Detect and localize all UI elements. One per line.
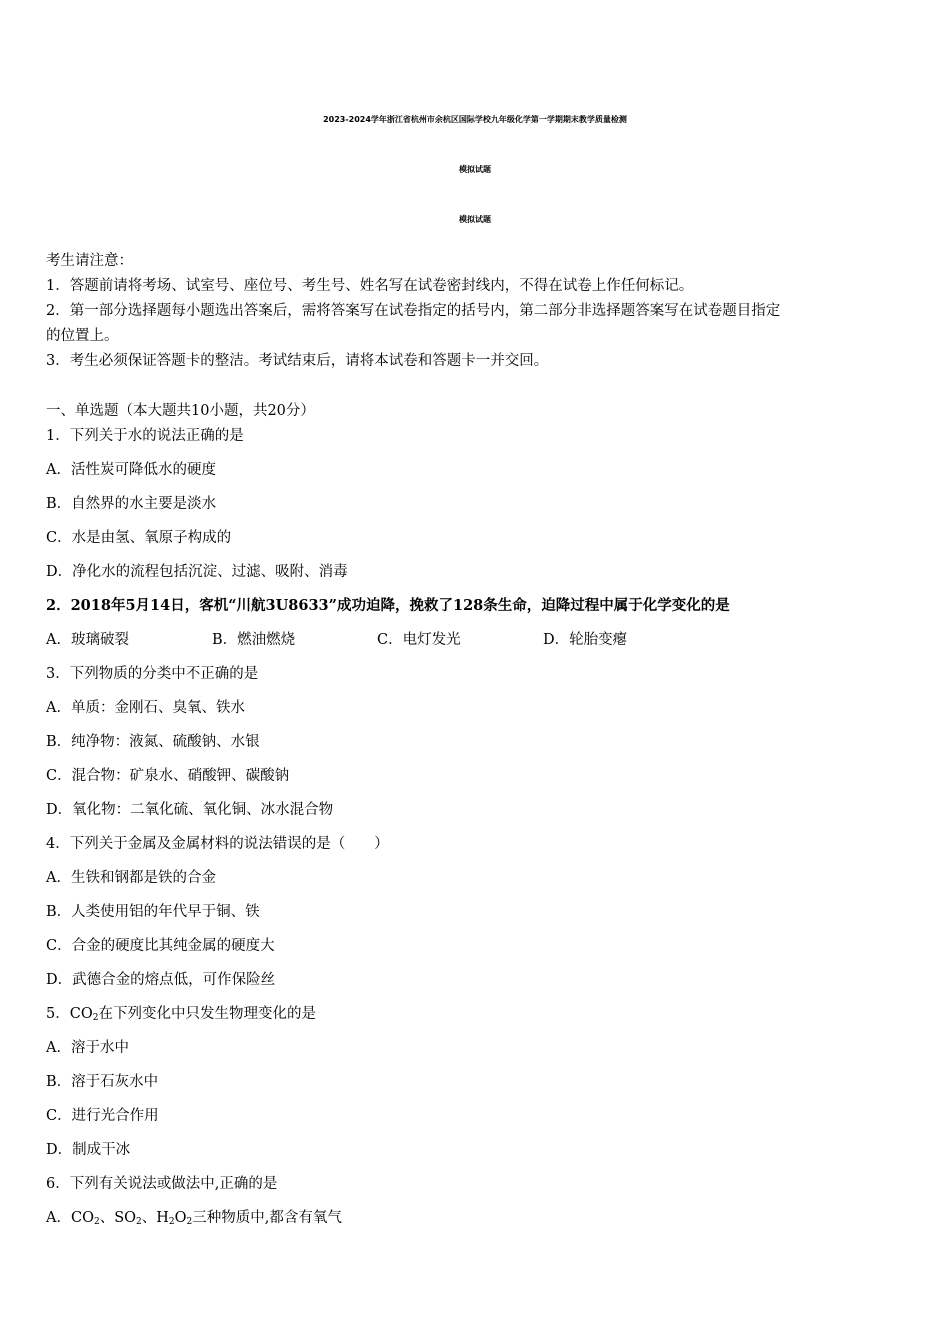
question-1-option-d: D．净化水的流程包括沉淀、过滤、吸附、消毒 — [46, 564, 348, 580]
question-5-option-b: B．溶于石灰水中 — [46, 1074, 159, 1090]
question-4-option-b: B．人类使用铝的年代早于铜、铁 — [46, 904, 260, 920]
question-4-option-c: C．合金的硬度比其纯金属的硬度大 — [46, 938, 275, 954]
question-4-stem: 4．下列关于金属及金属材料的说法错误的是（ ） — [46, 836, 389, 852]
notice-heading: 考生请注意： — [46, 253, 133, 269]
question-5-stem — [46, 1005, 316, 1027]
question-1-option-c: C．水是由氢、氧原子构成的 — [46, 530, 232, 546]
question-5-stem-text: 在下列变化中只发生物理变化的是 — [98, 1006, 316, 1022]
exam-subtitle: 模拟试题 — [459, 165, 491, 174]
question-6-option-a — [46, 1209, 342, 1231]
question-2-option-d: D．轮胎变瘪 — [543, 632, 628, 648]
q6a-sub-4: 2 — [186, 1217, 193, 1227]
notice-item-2-cont: 的位置上。 — [46, 328, 119, 344]
question-2-option-b: B．燃油燃烧 — [212, 632, 296, 648]
question-1-option-a: A．活性炭可降低水的硬度 — [46, 462, 216, 478]
exam-title: 2023-2024学年浙江省杭州市余杭区国际学校九年级化学第一学期期末教学质量检测 — [323, 115, 627, 124]
q6a-mid-2: 、H — [141, 1210, 169, 1226]
notice-item-1: 1．答题前请将考场、试室号、座位号、考生号、姓名写在试卷密封线内，不得在试卷上作任何标记。 — [46, 278, 694, 294]
question-1-stem: 1．下列关于水的说法正确的是 — [46, 428, 244, 444]
notice-item-3: 3．考生必须保证答题卡的整洁。考试结束后，请将本试卷和答题卡一并交回。 — [46, 353, 549, 369]
question-3-option-d: D．氧化物：二氧化硫、氧化铜、冰水混合物 — [46, 802, 334, 818]
question-2-stem: 2．2018年5月14日，客机“川航3U8633”成功迫降，挽救了128条生命，迫降过程中属于化学变化的是 — [46, 597, 730, 614]
q6a-prefix: A．CO — [46, 1210, 94, 1226]
section-heading: 一、单选题（本大题共10小题，共20分） — [46, 403, 315, 419]
q6a-sub-3: 2 — [168, 1217, 175, 1227]
question-5-option-a: A．溶于水中 — [46, 1040, 129, 1056]
exam-subtitle-repeat: 模拟试题 — [459, 215, 491, 224]
question-6-stem: 6．下列有关说法或做法中,正确的是 — [46, 1176, 278, 1192]
question-2-options — [46, 631, 627, 649]
question-3-option-b: B．纯净物：液氮、硫酸钠、水银 — [46, 734, 260, 750]
q6a-sub-1: 2 — [93, 1217, 100, 1227]
question-1-option-b: B．自然界的水主要是淡水 — [46, 496, 217, 512]
notice-item-2: 2．第一部分选择题每小题选出答案后，需将答案写在试卷指定的括号内，第二部分非选择题答案写在试卷题目指定 — [46, 303, 781, 319]
question-2-option-a: A．玻璃破裂 — [46, 632, 129, 648]
q6a-mid-3: O — [174, 1210, 187, 1226]
question-2-option-c: C．电灯发光 — [377, 632, 461, 648]
q6a-sub-2: 2 — [136, 1217, 142, 1227]
question-4-option-a: A．生铁和钢都是铁的合金 — [46, 870, 216, 886]
q6a-mid-1: 、SO — [99, 1210, 137, 1226]
question-5-option-d: D．制成干冰 — [46, 1142, 131, 1158]
question-5-option-c: C．进行光合作用 — [46, 1108, 159, 1124]
question-4-option-d: D．武德合金的熔点低，可作保险丝 — [46, 972, 276, 988]
q6a-suffix: 三种物质中,都含有氧气 — [192, 1210, 342, 1226]
question-3-option-a: A．单质：金刚石、臭氧、铁水 — [46, 700, 245, 716]
question-5-stem-subscript: 2 — [92, 1013, 99, 1023]
question-5-stem-num: 5．CO — [46, 1006, 93, 1022]
question-3-option-c: C．混合物：矿泉水、硝酸钾、碳酸钠 — [46, 768, 290, 784]
question-3-stem: 3．下列物质的分类中不正确的是 — [46, 666, 259, 682]
